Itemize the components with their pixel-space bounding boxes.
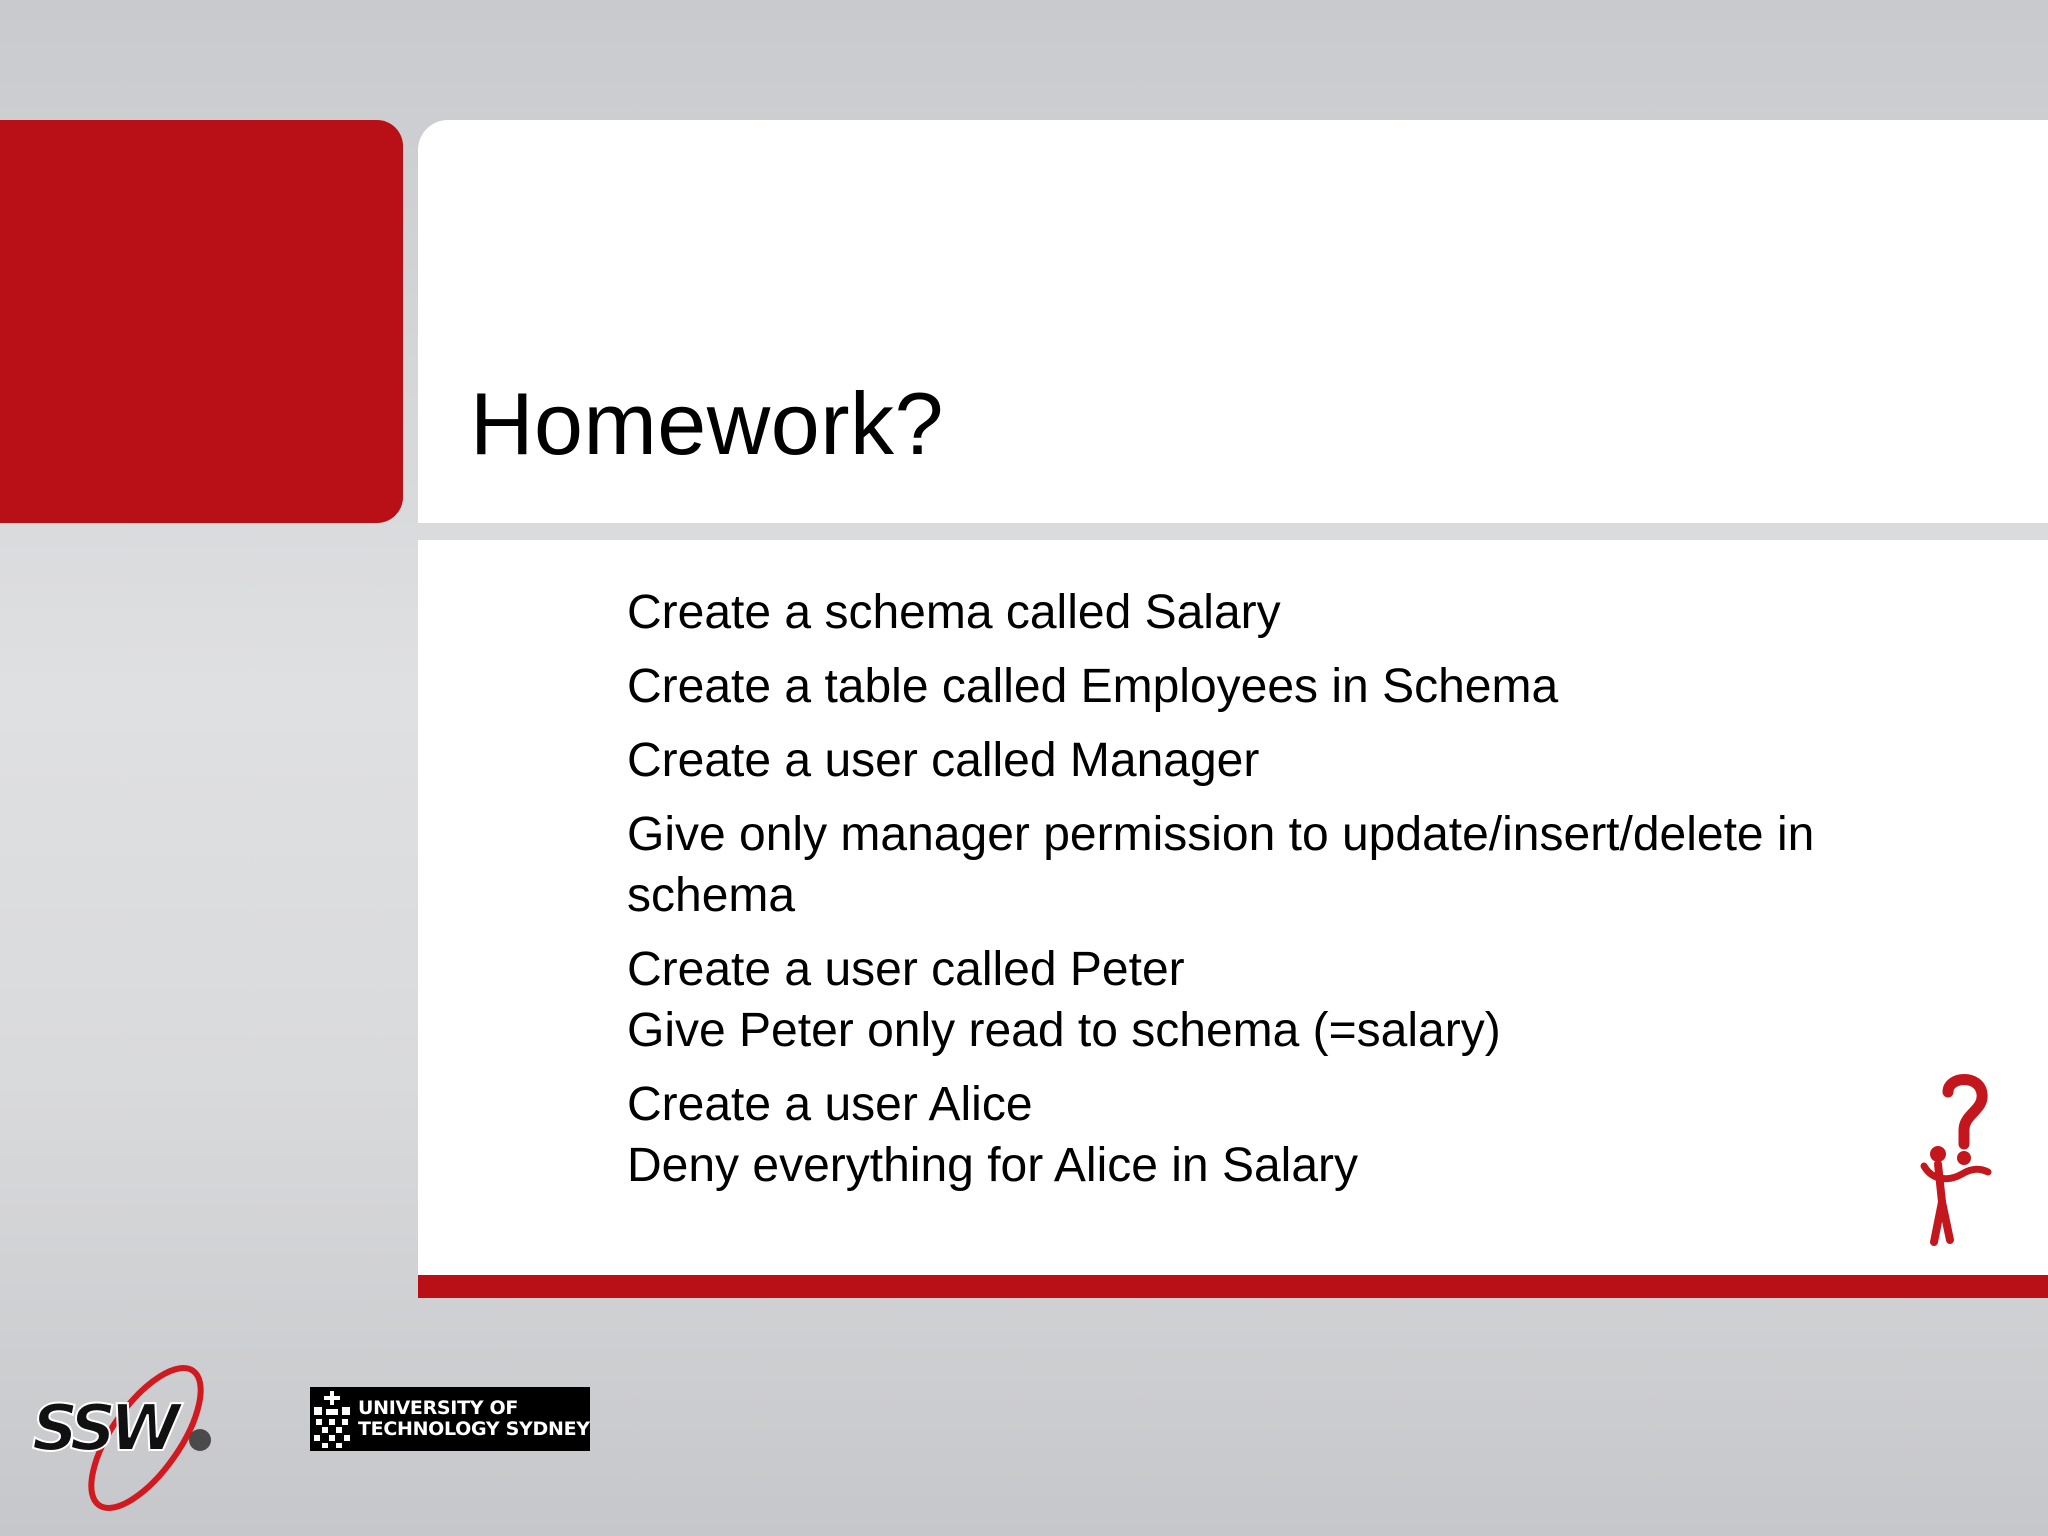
uts-emblem-icon — [310, 1387, 354, 1451]
bullet-list — [627, 582, 1927, 1209]
bullet-line: Create a user called Manager — [627, 734, 1260, 787]
uts-logo-text — [354, 1398, 590, 1440]
bullet-item — [627, 804, 1927, 926]
bullet-line: Deny everything for Alice in Salary — [627, 1139, 1359, 1192]
bullet-line: Create a schema called Salary — [627, 586, 1281, 639]
bullet-item — [627, 1074, 1927, 1196]
title-accent-block — [0, 120, 403, 523]
ssw-logo-text: SSW — [32, 1392, 175, 1466]
bullet-line: Give only manager permission to update/insert/delete in — [627, 808, 1815, 861]
bullet-line: Create a user Alice — [627, 1078, 1033, 1131]
bullet-line: Create a user called Peter — [627, 943, 1185, 996]
slide-title: Homework? — [470, 374, 944, 473]
uts-line-2: TECHNOLOGY SYDNEY — [358, 1418, 590, 1440]
uts-logo — [310, 1387, 590, 1451]
bullet-item — [627, 582, 1927, 643]
uts-line-1: UNIVERSITY OF — [358, 1397, 519, 1419]
bullet-line: schema — [627, 869, 796, 922]
bullet-item — [627, 730, 1927, 791]
content-bottom-bar — [418, 1275, 2048, 1298]
bullet-line: Give Peter only read to schema (=salary) — [627, 1004, 1501, 1057]
question-mark-figure-icon — [1918, 1070, 1998, 1250]
bullet-line: Create a table called Employees in Schema — [627, 660, 1559, 713]
bullet-item — [627, 939, 1927, 1061]
ssw-logo — [28, 1348, 238, 1518]
bullet-item — [627, 656, 1927, 717]
